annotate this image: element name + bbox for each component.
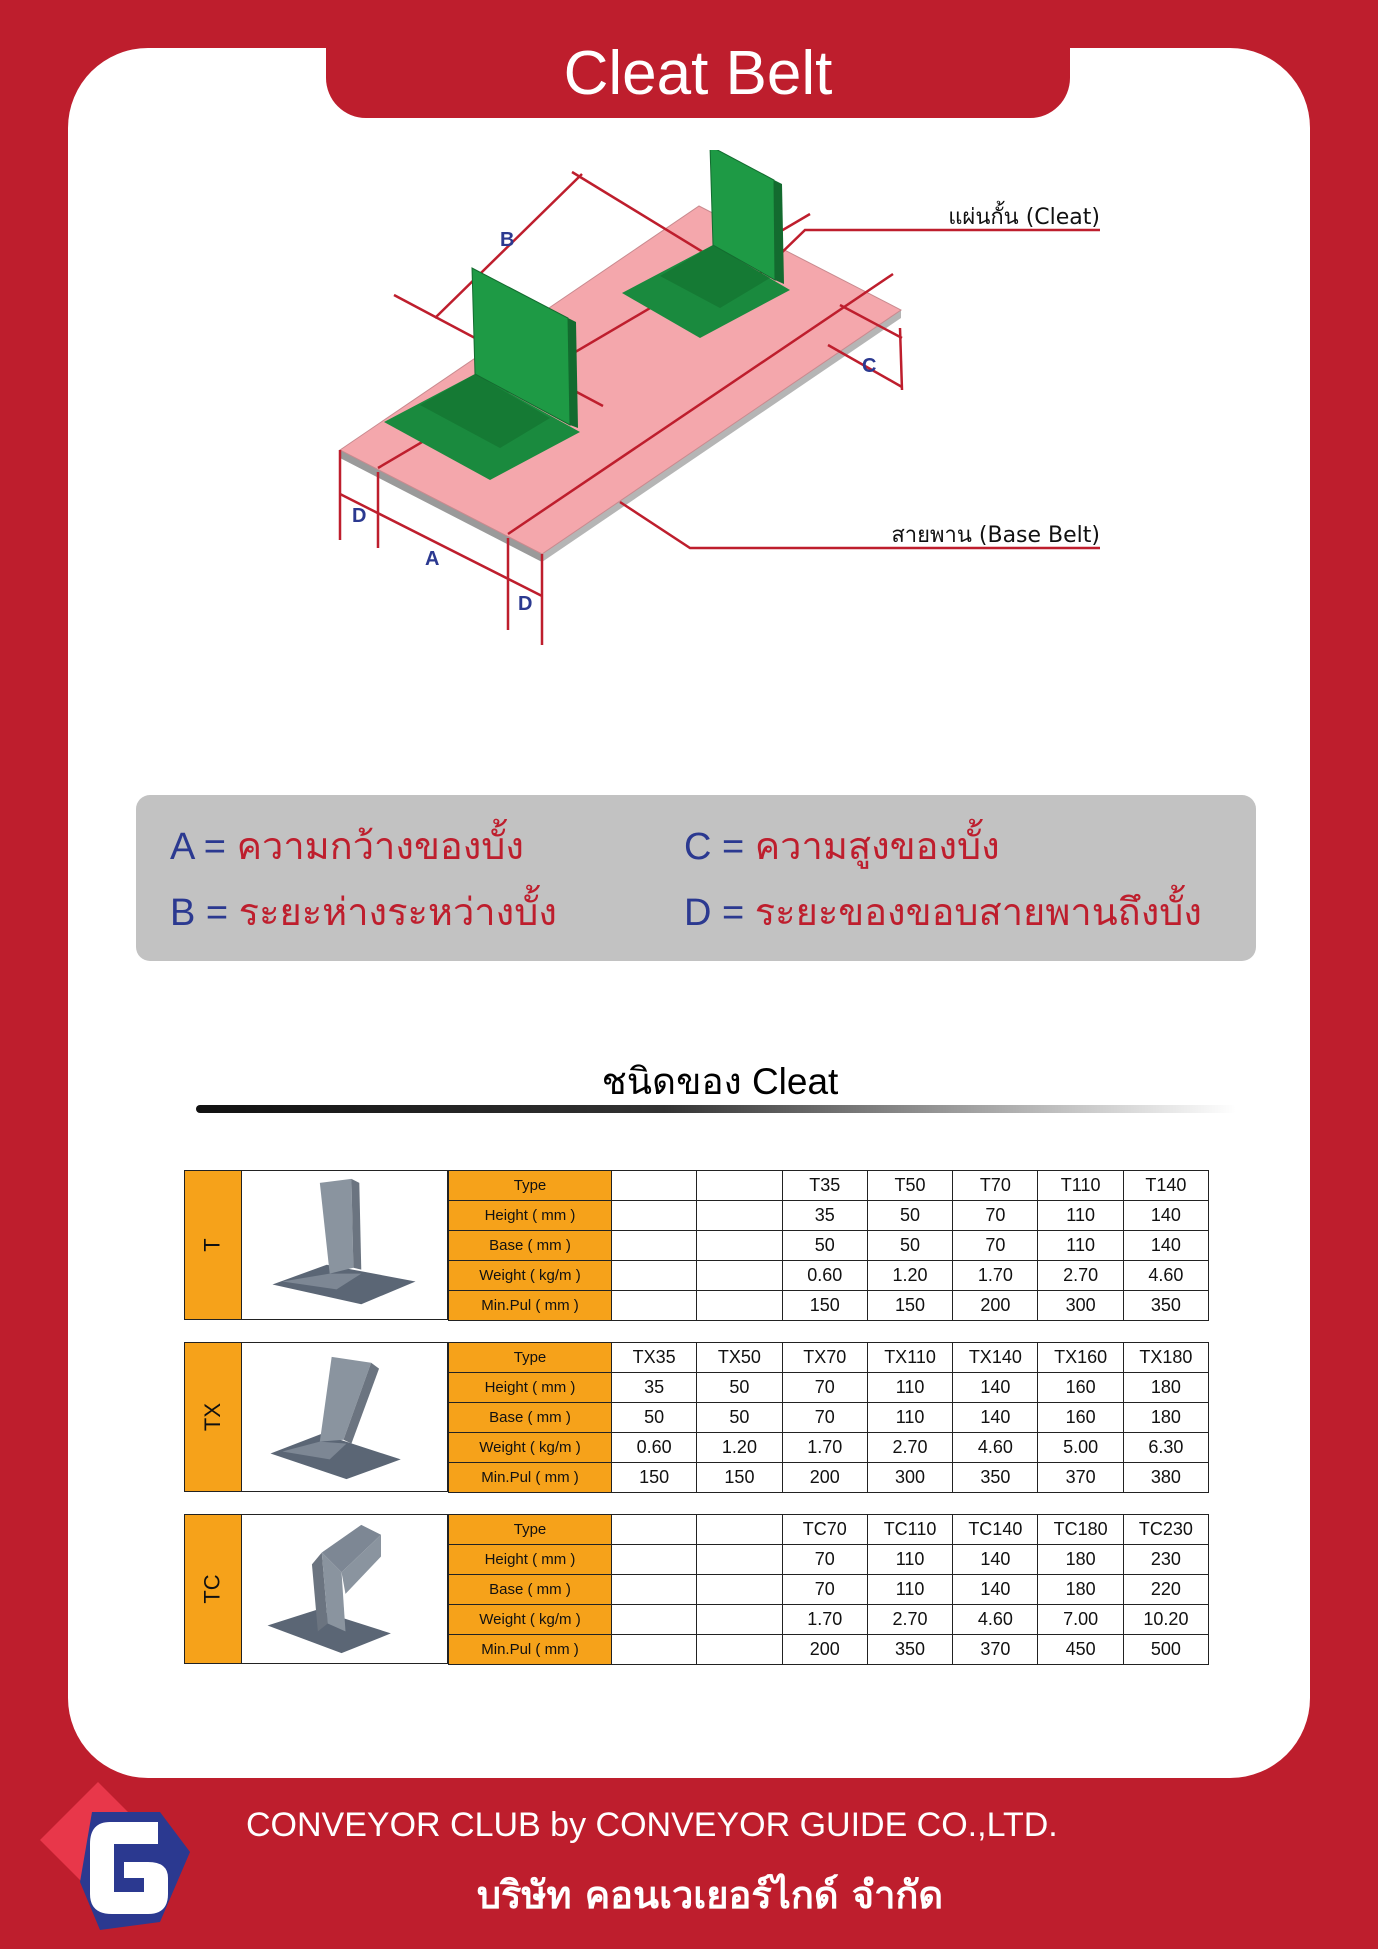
table-row: [449, 1201, 1209, 1231]
table-cell: 10.20: [1123, 1605, 1208, 1635]
tx-cleat-icon: [242, 1342, 448, 1492]
table-cell: [612, 1635, 697, 1665]
table-cell: 230: [1123, 1545, 1208, 1575]
table-row: [449, 1545, 1209, 1575]
company-name-english: CONVEYOR CLUB by CONVEYOR GUIDE CO.,LTD.: [246, 1806, 1058, 1844]
row-header-cell: Base ( mm ): [449, 1403, 612, 1433]
table-cell: 50: [782, 1231, 867, 1261]
legend-c-key: C =: [684, 826, 755, 868]
table-cell: 0.60: [612, 1433, 697, 1463]
belt-illustration: [300, 150, 1140, 670]
table-cell: 6.30: [1123, 1433, 1208, 1463]
table-row: [449, 1373, 1209, 1403]
table-cell: 300: [867, 1463, 952, 1493]
table-cell: 70: [782, 1373, 867, 1403]
base-belt-callout-label: สายพาน (Base Belt): [891, 523, 1100, 548]
table-row: [449, 1515, 1209, 1545]
table-cell: TX110: [867, 1343, 952, 1373]
table-cell: TX35: [612, 1343, 697, 1373]
cleat-callout-label: แผ่นกั้น (Cleat): [948, 205, 1100, 230]
cleat-type-text: T: [199, 1238, 225, 1252]
table-row: [449, 1343, 1209, 1373]
table-cell: 1.70: [953, 1261, 1038, 1291]
table-cell: [612, 1575, 697, 1605]
row-header-cell: Type: [449, 1343, 612, 1373]
table-cell: 5.00: [1038, 1433, 1123, 1463]
heading-divider: [196, 1105, 1236, 1113]
spec-table-tc: [448, 1514, 1209, 1665]
table-cell: 70: [782, 1403, 867, 1433]
table-cell: 4.60: [953, 1605, 1038, 1635]
row-header-cell: Min.Pul ( mm ): [449, 1463, 612, 1493]
table-cell: TC110: [867, 1515, 952, 1545]
table-cell: 300: [1038, 1291, 1123, 1321]
cleat-block-t: [184, 1170, 1208, 1320]
table-cell: 4.60: [1123, 1261, 1208, 1291]
table-cell: 150: [697, 1463, 782, 1493]
table-cell: TC180: [1038, 1515, 1123, 1545]
table-cell: TC140: [953, 1515, 1038, 1545]
tc-cleat-icon: [242, 1514, 448, 1664]
table-cell: 140: [953, 1373, 1038, 1403]
cleat-type-text: TC: [199, 1574, 225, 1604]
table-cell: 350: [1123, 1291, 1208, 1321]
table-cell: [697, 1635, 782, 1665]
company-logo-icon: [40, 1782, 236, 1934]
table-cell: 50: [867, 1231, 952, 1261]
table-cell: 380: [1123, 1463, 1208, 1493]
cleat-type-label: [184, 1514, 242, 1664]
table-cell: [697, 1545, 782, 1575]
table-row: [449, 1463, 1209, 1493]
row-header-cell: Weight ( kg/m ): [449, 1261, 612, 1291]
table-cell: 200: [953, 1291, 1038, 1321]
table-cell: 110: [867, 1373, 952, 1403]
table-cell: [612, 1291, 697, 1321]
t-cleat-icon: [242, 1170, 448, 1320]
table-cell: 370: [953, 1635, 1038, 1665]
table-cell: 140: [1123, 1201, 1208, 1231]
cleat-types-heading: ชนิดของ Cleat: [601, 1061, 839, 1102]
table-cell: 1.70: [782, 1605, 867, 1635]
table-cell: TX180: [1123, 1343, 1208, 1373]
cleat-block-tx: [184, 1342, 1208, 1492]
table-cell: 180: [1038, 1545, 1123, 1575]
legend-a-key: A =: [170, 826, 237, 868]
cleat-type-label: [184, 1342, 242, 1492]
table-cell: 70: [782, 1545, 867, 1575]
row-header-cell: Min.Pul ( mm ): [449, 1635, 612, 1665]
cleat-type-label: [184, 1170, 242, 1320]
table-cell: TC230: [1123, 1515, 1208, 1545]
table-cell: 140: [953, 1545, 1038, 1575]
legend-item-d: [684, 881, 1202, 942]
table-cell: 150: [612, 1463, 697, 1493]
legend-b-desc: ระยะห่างระหว่างบั้ง: [238, 892, 557, 934]
row-header-cell: Height ( mm ): [449, 1373, 612, 1403]
table-cell: TC70: [782, 1515, 867, 1545]
table-cell: 450: [1038, 1635, 1123, 1665]
table-cell: [612, 1545, 697, 1575]
dimension-c-label: C: [862, 355, 877, 377]
table-cell: 2.70: [1038, 1261, 1123, 1291]
table-cell: [612, 1231, 697, 1261]
table-cell: 1.20: [867, 1261, 952, 1291]
table-cell: 50: [867, 1201, 952, 1231]
table-row: [449, 1575, 1209, 1605]
table-cell: TX140: [953, 1343, 1038, 1373]
table-cell: 50: [612, 1403, 697, 1433]
row-header-cell: Weight ( kg/m ): [449, 1433, 612, 1463]
table-cell: T50: [867, 1171, 952, 1201]
table-cell: 140: [953, 1575, 1038, 1605]
row-header-cell: Height ( mm ): [449, 1201, 612, 1231]
table-cell: [612, 1201, 697, 1231]
table-cell: 350: [867, 1635, 952, 1665]
table-cell: 35: [612, 1373, 697, 1403]
legend-item-b: [170, 881, 557, 942]
table-cell: 2.70: [867, 1605, 952, 1635]
row-header-cell: Type: [449, 1171, 612, 1201]
table-row: [449, 1635, 1209, 1665]
table-cell: 110: [867, 1575, 952, 1605]
dimension-d-left-label: D: [352, 505, 367, 527]
table-cell: 50: [697, 1373, 782, 1403]
row-header-cell: Base ( mm ): [449, 1575, 612, 1605]
table-cell: 2.70: [867, 1433, 952, 1463]
table-row: [449, 1605, 1209, 1635]
table-cell: 110: [1038, 1231, 1123, 1261]
table-cell: 370: [1038, 1463, 1123, 1493]
legend-b-key: B =: [170, 892, 239, 934]
table-row: [449, 1261, 1209, 1291]
table-cell: [612, 1171, 697, 1201]
table-cell: 220: [1123, 1575, 1208, 1605]
legend-d-desc: ระยะของขอบสายพานถึงบั้ง: [754, 892, 1202, 934]
legend-item-a: [170, 815, 524, 876]
row-header-cell: Weight ( kg/m ): [449, 1605, 612, 1635]
table-cell: 110: [867, 1403, 952, 1433]
table-cell: 4.60: [953, 1433, 1038, 1463]
cleat-block-tc: [184, 1514, 1208, 1664]
table-cell: [697, 1201, 782, 1231]
table-row: [449, 1171, 1209, 1201]
table-cell: 150: [867, 1291, 952, 1321]
row-header-cell: Type: [449, 1515, 612, 1545]
table-cell: 160: [1038, 1403, 1123, 1433]
table-row: [449, 1291, 1209, 1321]
table-cell: 70: [782, 1575, 867, 1605]
table-cell: T140: [1123, 1171, 1208, 1201]
table-cell: [697, 1515, 782, 1545]
table-cell: 150: [782, 1291, 867, 1321]
table-cell: 7.00: [1038, 1605, 1123, 1635]
table-cell: [697, 1261, 782, 1291]
table-cell: 200: [782, 1635, 867, 1665]
table-cell: 1.20: [697, 1433, 782, 1463]
table-cell: [697, 1605, 782, 1635]
table-cell: 70: [953, 1201, 1038, 1231]
title-banner: [326, 30, 1070, 118]
dimension-d-right-label: D: [518, 593, 533, 615]
table-cell: 180: [1123, 1373, 1208, 1403]
dimension-b-label: B: [500, 229, 515, 251]
table-cell: 110: [1038, 1201, 1123, 1231]
table-cell: 50: [697, 1403, 782, 1433]
table-cell: TX70: [782, 1343, 867, 1373]
table-cell: [612, 1605, 697, 1635]
cleat-type-text: TX: [200, 1402, 225, 1432]
table-cell: T70: [953, 1171, 1038, 1201]
table-cell: [697, 1575, 782, 1605]
legend-c-desc: ความสูงของบั้ง: [754, 826, 1000, 868]
table-cell: 500: [1123, 1635, 1208, 1665]
legend-d-key: D =: [684, 892, 755, 934]
table-cell: [612, 1261, 697, 1291]
table-cell: 1.70: [782, 1433, 867, 1463]
dimension-legend: [136, 795, 1256, 961]
table-row: [449, 1231, 1209, 1261]
table-cell: TX160: [1038, 1343, 1123, 1373]
table-row: [449, 1433, 1209, 1463]
table-cell: 140: [1123, 1231, 1208, 1261]
legend-item-c: [684, 815, 1000, 876]
table-cell: 0.60: [782, 1261, 867, 1291]
table-cell: 35: [782, 1201, 867, 1231]
table-cell: 140: [953, 1403, 1038, 1433]
company-name-thai: บริษัท คอนเวเยอร์ไกด์ จำกัด: [476, 1873, 944, 1917]
spec-table-tx: [448, 1342, 1209, 1493]
table-cell: [697, 1291, 782, 1321]
table-cell: [697, 1231, 782, 1261]
table-cell: 180: [1123, 1403, 1208, 1433]
table-cell: 350: [953, 1463, 1038, 1493]
spec-table-t: [448, 1170, 1209, 1321]
dimension-a-label: A: [425, 548, 440, 570]
legend-a-desc: ความกว้างของบั้ง: [236, 826, 524, 868]
cleat-belt-diagram: [300, 150, 1140, 670]
table-cell: [612, 1515, 697, 1545]
row-header-cell: Height ( mm ): [449, 1545, 612, 1575]
page-title: Cleat Belt: [563, 39, 833, 108]
table-cell: 200: [782, 1463, 867, 1493]
table-cell: 110: [867, 1545, 952, 1575]
table-cell: T35: [782, 1171, 867, 1201]
row-header-cell: Base ( mm ): [449, 1231, 612, 1261]
table-cell: 160: [1038, 1373, 1123, 1403]
row-header-cell: Min.Pul ( mm ): [449, 1291, 612, 1321]
table-cell: [697, 1171, 782, 1201]
table-cell: 70: [953, 1231, 1038, 1261]
table-cell: T110: [1038, 1171, 1123, 1201]
table-row: [449, 1403, 1209, 1433]
table-cell: 180: [1038, 1575, 1123, 1605]
table-cell: TX50: [697, 1343, 782, 1373]
